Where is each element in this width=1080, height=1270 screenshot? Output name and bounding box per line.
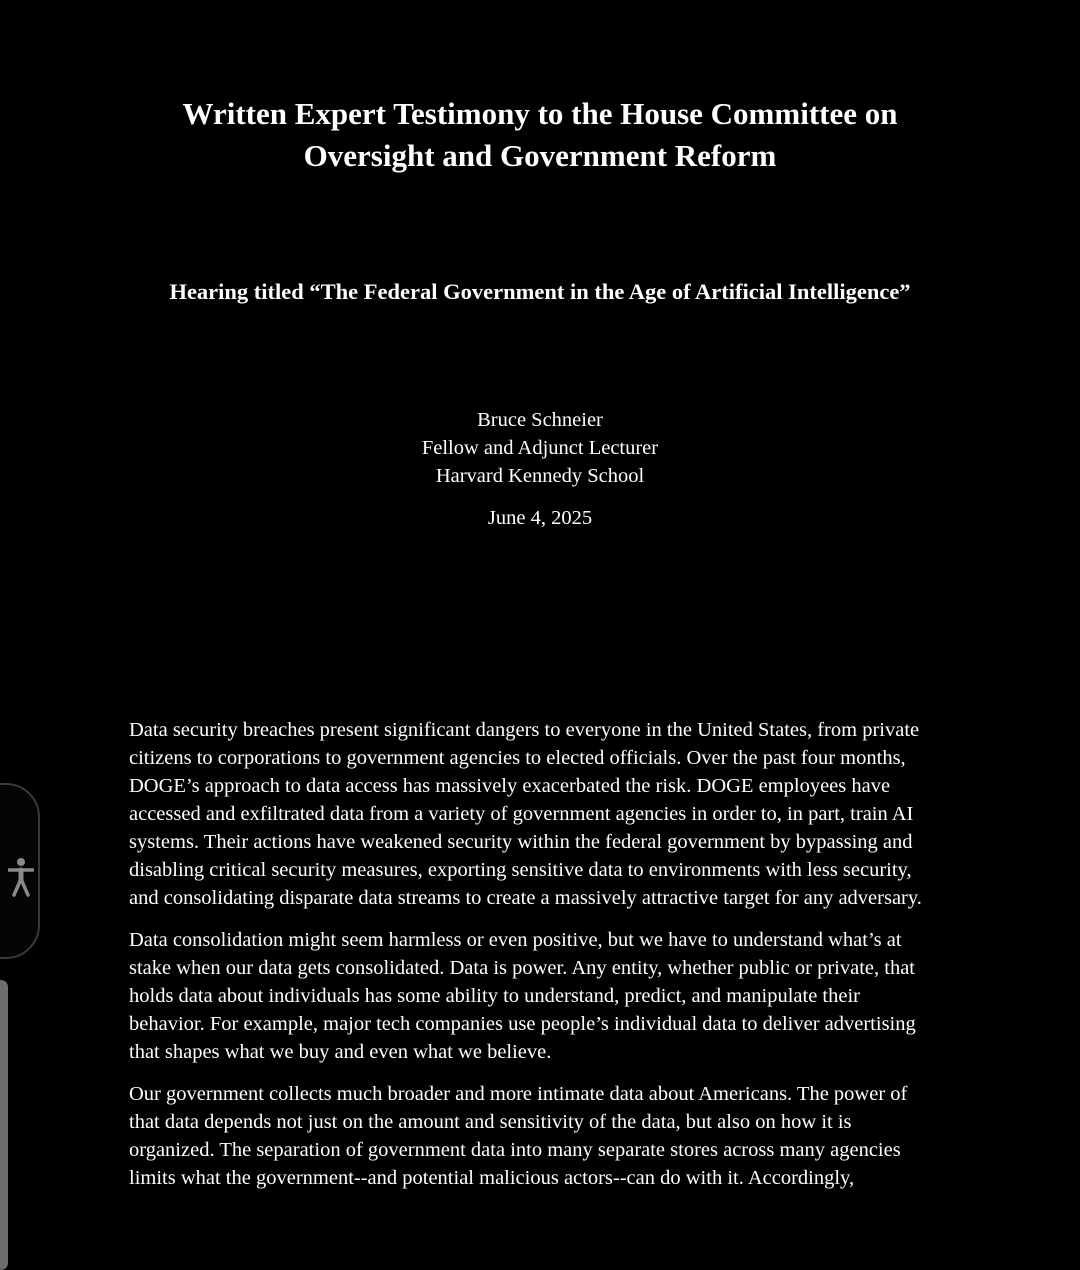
paragraph-2	[129, 926, 959, 1066]
author-block	[240, 406, 840, 490]
text-line: Our government collects much broader and more intimate data about Americans. The power of	[129, 1083, 908, 1105]
text-line: limits what the government--and potential malicious actors--can do with it. Accordingly,	[129, 1167, 855, 1189]
text-line: and consolidating disparate data streams to create a massively attractive target for any adversary.	[129, 887, 922, 909]
text-line: behavior. For example, major tech companies use people’s individual data to deliver advertising	[129, 1013, 916, 1035]
text-line: that data depends not just on the amount and sensitivity of the data, but also on how it is	[129, 1111, 852, 1133]
text-line: Data consolidation might seem harmless or even positive, but we have to understand what’s at	[129, 929, 902, 951]
text-line: accessed and exfiltrated data from a variety of government agencies in order to, in part, train AI	[129, 803, 914, 825]
testimony-date: June 4, 2025	[487, 507, 593, 529]
document-body	[129, 716, 959, 1206]
document-title	[100, 93, 980, 177]
paragraph-1	[129, 716, 959, 912]
hearing-title: Hearing titled “The Federal Government in the Age of Artificial Intelligence”	[169, 279, 911, 304]
text-line: that shapes what we buy and even what we believe.	[129, 1041, 552, 1063]
author-role: Fellow and Adjunct Lecturer	[421, 437, 659, 459]
text-line: systems. Their actions have weakened security within the federal government by bypassing and	[129, 831, 913, 853]
text-line: disabling critical security measures, exporting sensitive data to environments with less security,	[129, 859, 912, 881]
text-line: citizens to corporations to government agencies to elected officials. Over the past four months,	[129, 747, 906, 769]
text-line: Data security breaches present significant dangers to everyone in the United States, from private	[129, 719, 920, 741]
accessibility-tab[interactable]	[0, 783, 40, 959]
text-line: organized. The separation of government data into many separate stores across many agencies	[129, 1139, 901, 1161]
paragraph-3	[129, 1080, 959, 1192]
side-scrollbar[interactable]	[0, 980, 8, 1270]
author-name: Bruce Schneier	[477, 409, 603, 431]
text-line: holds data about individuals has some ability to understand, predict, and manipulate their	[129, 985, 861, 1007]
author-affiliation: Harvard Kennedy School	[435, 465, 645, 487]
text-line: DOGE’s approach to data access has massively exacerbated the risk. DOGE employees have	[129, 775, 891, 797]
text-line: stake when our data gets consolidated. Data is power. Any entity, whether public or private, that	[129, 957, 915, 979]
title-line-2: Oversight and Government Reform	[303, 138, 777, 173]
accessibility-person-icon	[8, 857, 34, 897]
title-line-1: Written Expert Testimony to the House Committee on	[182, 96, 898, 131]
